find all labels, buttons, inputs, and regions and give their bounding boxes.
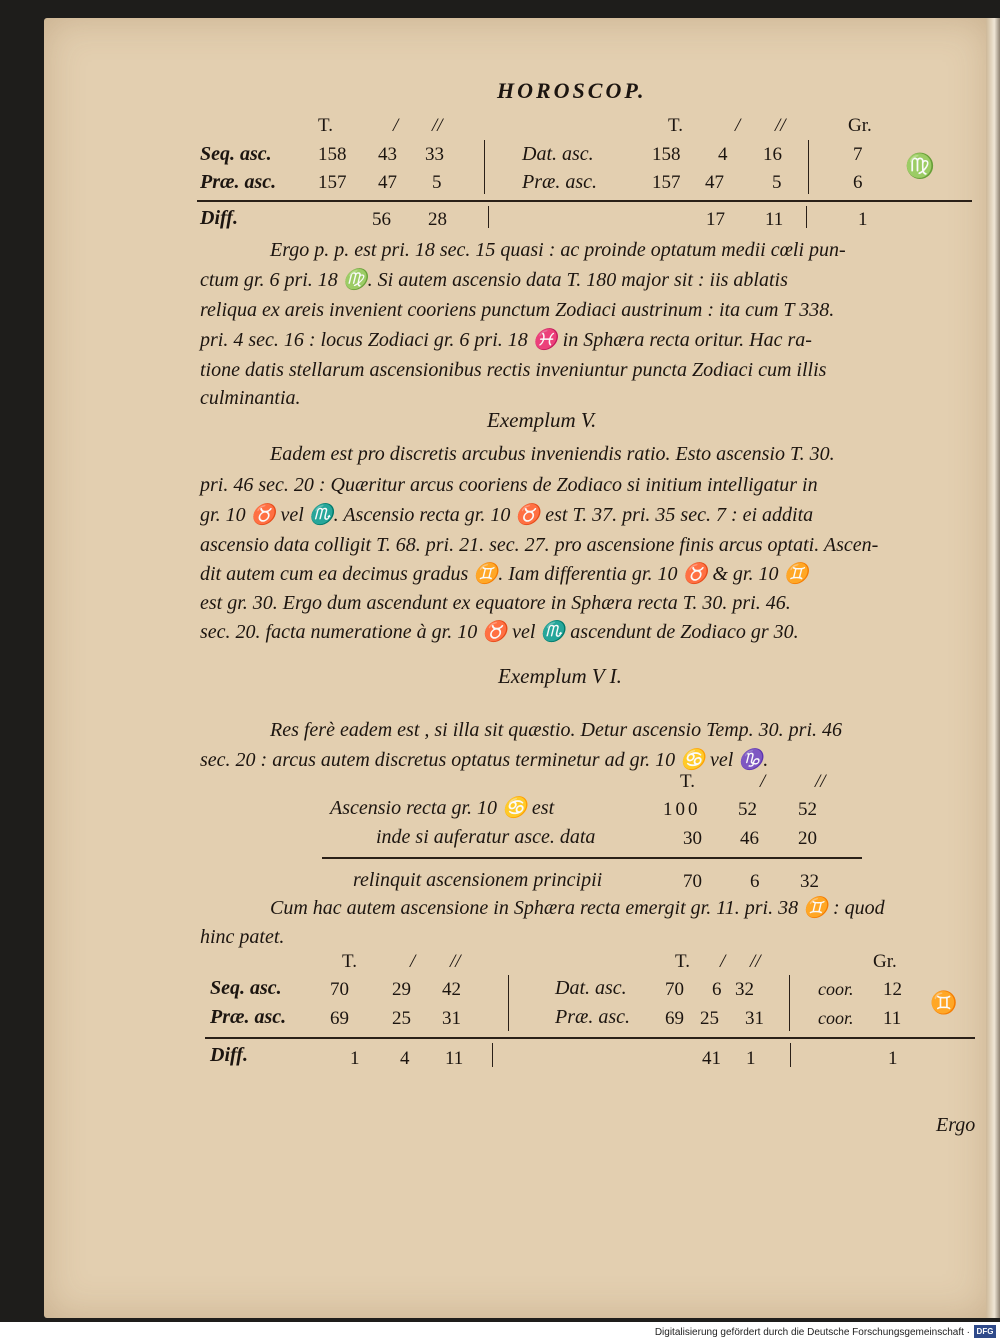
text-line: gr. 10 ♉ vel ♏. Ascensio recta gr. 10 ♉ est T. 37. pri. 35 sec. 7 : ei addita [200, 504, 814, 526]
row-label: Ascensio recta gr. 10 ♋ est [330, 797, 555, 819]
row-label: Seq. asc. [210, 977, 282, 999]
table-cell: 1 [746, 1048, 756, 1069]
table-cell: 4 [718, 144, 728, 165]
table-cell: 30 [683, 828, 702, 849]
table-cell: 33 [425, 144, 444, 165]
table-cell: 29 [392, 979, 411, 1000]
text-line: dit autem cum ea decimus gradus ♊. Iam differentia gr. 10 ♉ & gr. 10 ♊ [200, 563, 809, 585]
table-cell: 47 [378, 172, 397, 193]
text-line: ascensio data colligit T. 68. pri. 21. sec. 27. pro ascensione finis arcus optati. Ascen- [200, 534, 879, 556]
text-line: hinc patet. [200, 926, 285, 948]
row-label: inde si auferatur asce. data [376, 826, 596, 848]
dfg-logo: DFG [974, 1325, 996, 1338]
table-cell: 47 [705, 172, 724, 193]
row-label: Dat. asc. [555, 977, 627, 999]
col-head: / [720, 951, 726, 972]
table-cell: 25 [392, 1008, 411, 1029]
table-cell: 11 [445, 1048, 464, 1069]
text-line: culminantia. [200, 387, 301, 409]
footer-credit: Digitalisierung gefördert durch die Deutsche Forschungsgemeinschaft · [654, 1327, 970, 1338]
page-title: HOROSCOP. [497, 78, 647, 103]
col-head: / [760, 771, 766, 792]
col-head: Gr. [848, 115, 872, 136]
col-head: Gr. [873, 951, 897, 972]
table-cell: 25 [700, 1008, 719, 1029]
table-cell: 69 [330, 1008, 349, 1029]
text-line: Ergo p. p. est pri. 18 sec. 15 quasi : ac proinde optatum medii cœli pun- [270, 239, 846, 261]
table-cell: 11 [883, 1008, 902, 1029]
row-label: Seq. asc. [200, 143, 272, 165]
table-cell: 32 [735, 979, 754, 1000]
table-cell: 157 [318, 172, 347, 193]
table-rule [197, 200, 972, 202]
col-head: / [393, 115, 399, 136]
row-label: Præ. asc. [522, 171, 597, 193]
col-head: // [432, 115, 443, 136]
table-cell: 5 [432, 172, 442, 193]
diff-label: Diff. [200, 207, 238, 229]
col-head: // [750, 951, 761, 972]
col-head: T. [318, 115, 333, 136]
table-cell: 70 [330, 979, 349, 1000]
row-label: Præ. asc. [200, 171, 277, 193]
table-cell: 70 [683, 871, 702, 892]
column-divider [492, 1043, 493, 1067]
table-cell: 56 [372, 209, 391, 230]
text-line: pri. 4 sec. 16 : locus Zodiaci gr. 6 pri. 18 ♓ in Sphæra recta oritur. Hac ra- [200, 329, 812, 351]
coor-label: coor. [818, 979, 854, 999]
col-head: // [815, 771, 826, 792]
column-divider [484, 140, 485, 194]
table-cell: 17 [706, 209, 725, 230]
catchword: Ergo [936, 1114, 976, 1136]
row-label: Dat. asc. [522, 143, 594, 165]
text-line: pri. 46 sec. 20 : Quæritur arcus cooriens de Zodiaco si initium intelligatur in [200, 474, 818, 496]
zodiac-sign: ♍ [905, 154, 935, 180]
row-label: relinquit ascensionem principii [353, 869, 603, 891]
table-rule [322, 857, 862, 859]
table-cell: 100 [663, 799, 701, 820]
table-cell: 31 [442, 1008, 461, 1029]
table-cell: 158 [318, 144, 347, 165]
table-cell: 43 [378, 144, 397, 165]
col-head: // [775, 115, 786, 136]
table-cell: 1 [858, 209, 868, 230]
text-line: sec. 20. facta numeratione à gr. 10 ♉ vel ♏ ascendunt de Zodiaco gr 30. [200, 621, 799, 643]
col-head: // [450, 951, 461, 972]
table-cell: 41 [702, 1048, 721, 1069]
column-divider [808, 140, 809, 194]
table-cell: 1 [350, 1048, 360, 1069]
table-cell: 52 [738, 799, 757, 820]
page-edge [986, 18, 1000, 1318]
col-head: T. [680, 771, 695, 792]
zodiac-sign: ♊ [930, 990, 958, 1015]
text-line: reliqua ex areis invenient cooriens punctum Zodiaci austrinum : ita cum T 338. [200, 299, 835, 321]
table-cell: 31 [745, 1008, 764, 1029]
table-cell: 69 [665, 1008, 684, 1029]
text-line: est gr. 30. Ergo dum ascendunt ex equatore in Sphæra recta T. 30. pri. 46. [200, 592, 791, 614]
text-line: tione datis stellarum ascensionibus rectis inveniuntur puncta Zodiaci cum illis [200, 359, 827, 381]
digitization-footer [0, 1322, 1000, 1342]
col-head: T. [668, 115, 683, 136]
table-cell: 1 [888, 1048, 898, 1069]
table-cell: 5 [772, 172, 782, 193]
table-cell: 28 [428, 209, 447, 230]
row-label: Præ. asc. [555, 1006, 630, 1028]
table-cell: 157 [652, 172, 681, 193]
col-head: T. [675, 951, 690, 972]
text-line: Eadem est pro discretis arcubus inveniendis ratio. Esto ascensio T. 30. [270, 443, 835, 465]
table-cell: 70 [665, 979, 684, 1000]
table-rule [205, 1037, 975, 1039]
table-cell: 6 [750, 871, 760, 892]
section-heading: Exemplum V. [487, 408, 597, 432]
table-cell: 4 [400, 1048, 410, 1069]
row-label: Præ. asc. [210, 1006, 287, 1028]
column-divider [488, 206, 489, 228]
col-head: / [410, 951, 416, 972]
column-divider [806, 206, 807, 228]
table-cell: 32 [800, 871, 819, 892]
table-cell: 46 [740, 828, 759, 849]
column-divider [790, 1043, 791, 1067]
text-line: Res ferè eadem est , si illa sit quæstio. Detur ascensio Temp. 30. pri. 46 [270, 719, 843, 741]
text-line: sec. 20 : arcus autem discretus optatus terminetur ad gr. 10 ♋ vel ♑. [200, 749, 769, 771]
table-cell: 158 [652, 144, 681, 165]
table-cell: 52 [798, 799, 817, 820]
table-cell: 7 [853, 144, 863, 165]
table-cell: 42 [442, 979, 461, 1000]
text-line: Cum hac autem ascensione in Sphæra recta emergit gr. 11. pri. 38 ♊ : quod [270, 897, 885, 919]
table-cell: 6 [712, 979, 722, 1000]
text-line: ctum gr. 6 pri. 18 ♍. Si autem ascensio data T. 180 major sit : iis ablatis [200, 269, 788, 291]
table-cell: 16 [763, 144, 782, 165]
column-divider [508, 975, 509, 1031]
column-divider [789, 975, 790, 1031]
table-cell: 12 [883, 979, 902, 1000]
col-head: T. [342, 951, 357, 972]
table-cell: 20 [798, 828, 817, 849]
table-cell: 6 [853, 172, 863, 193]
section-heading: Exemplum V I. [498, 664, 622, 688]
col-head: / [735, 115, 741, 136]
table-cell: 11 [765, 209, 784, 230]
coor-label: coor. [818, 1008, 854, 1028]
diff-label: Diff. [210, 1044, 248, 1066]
